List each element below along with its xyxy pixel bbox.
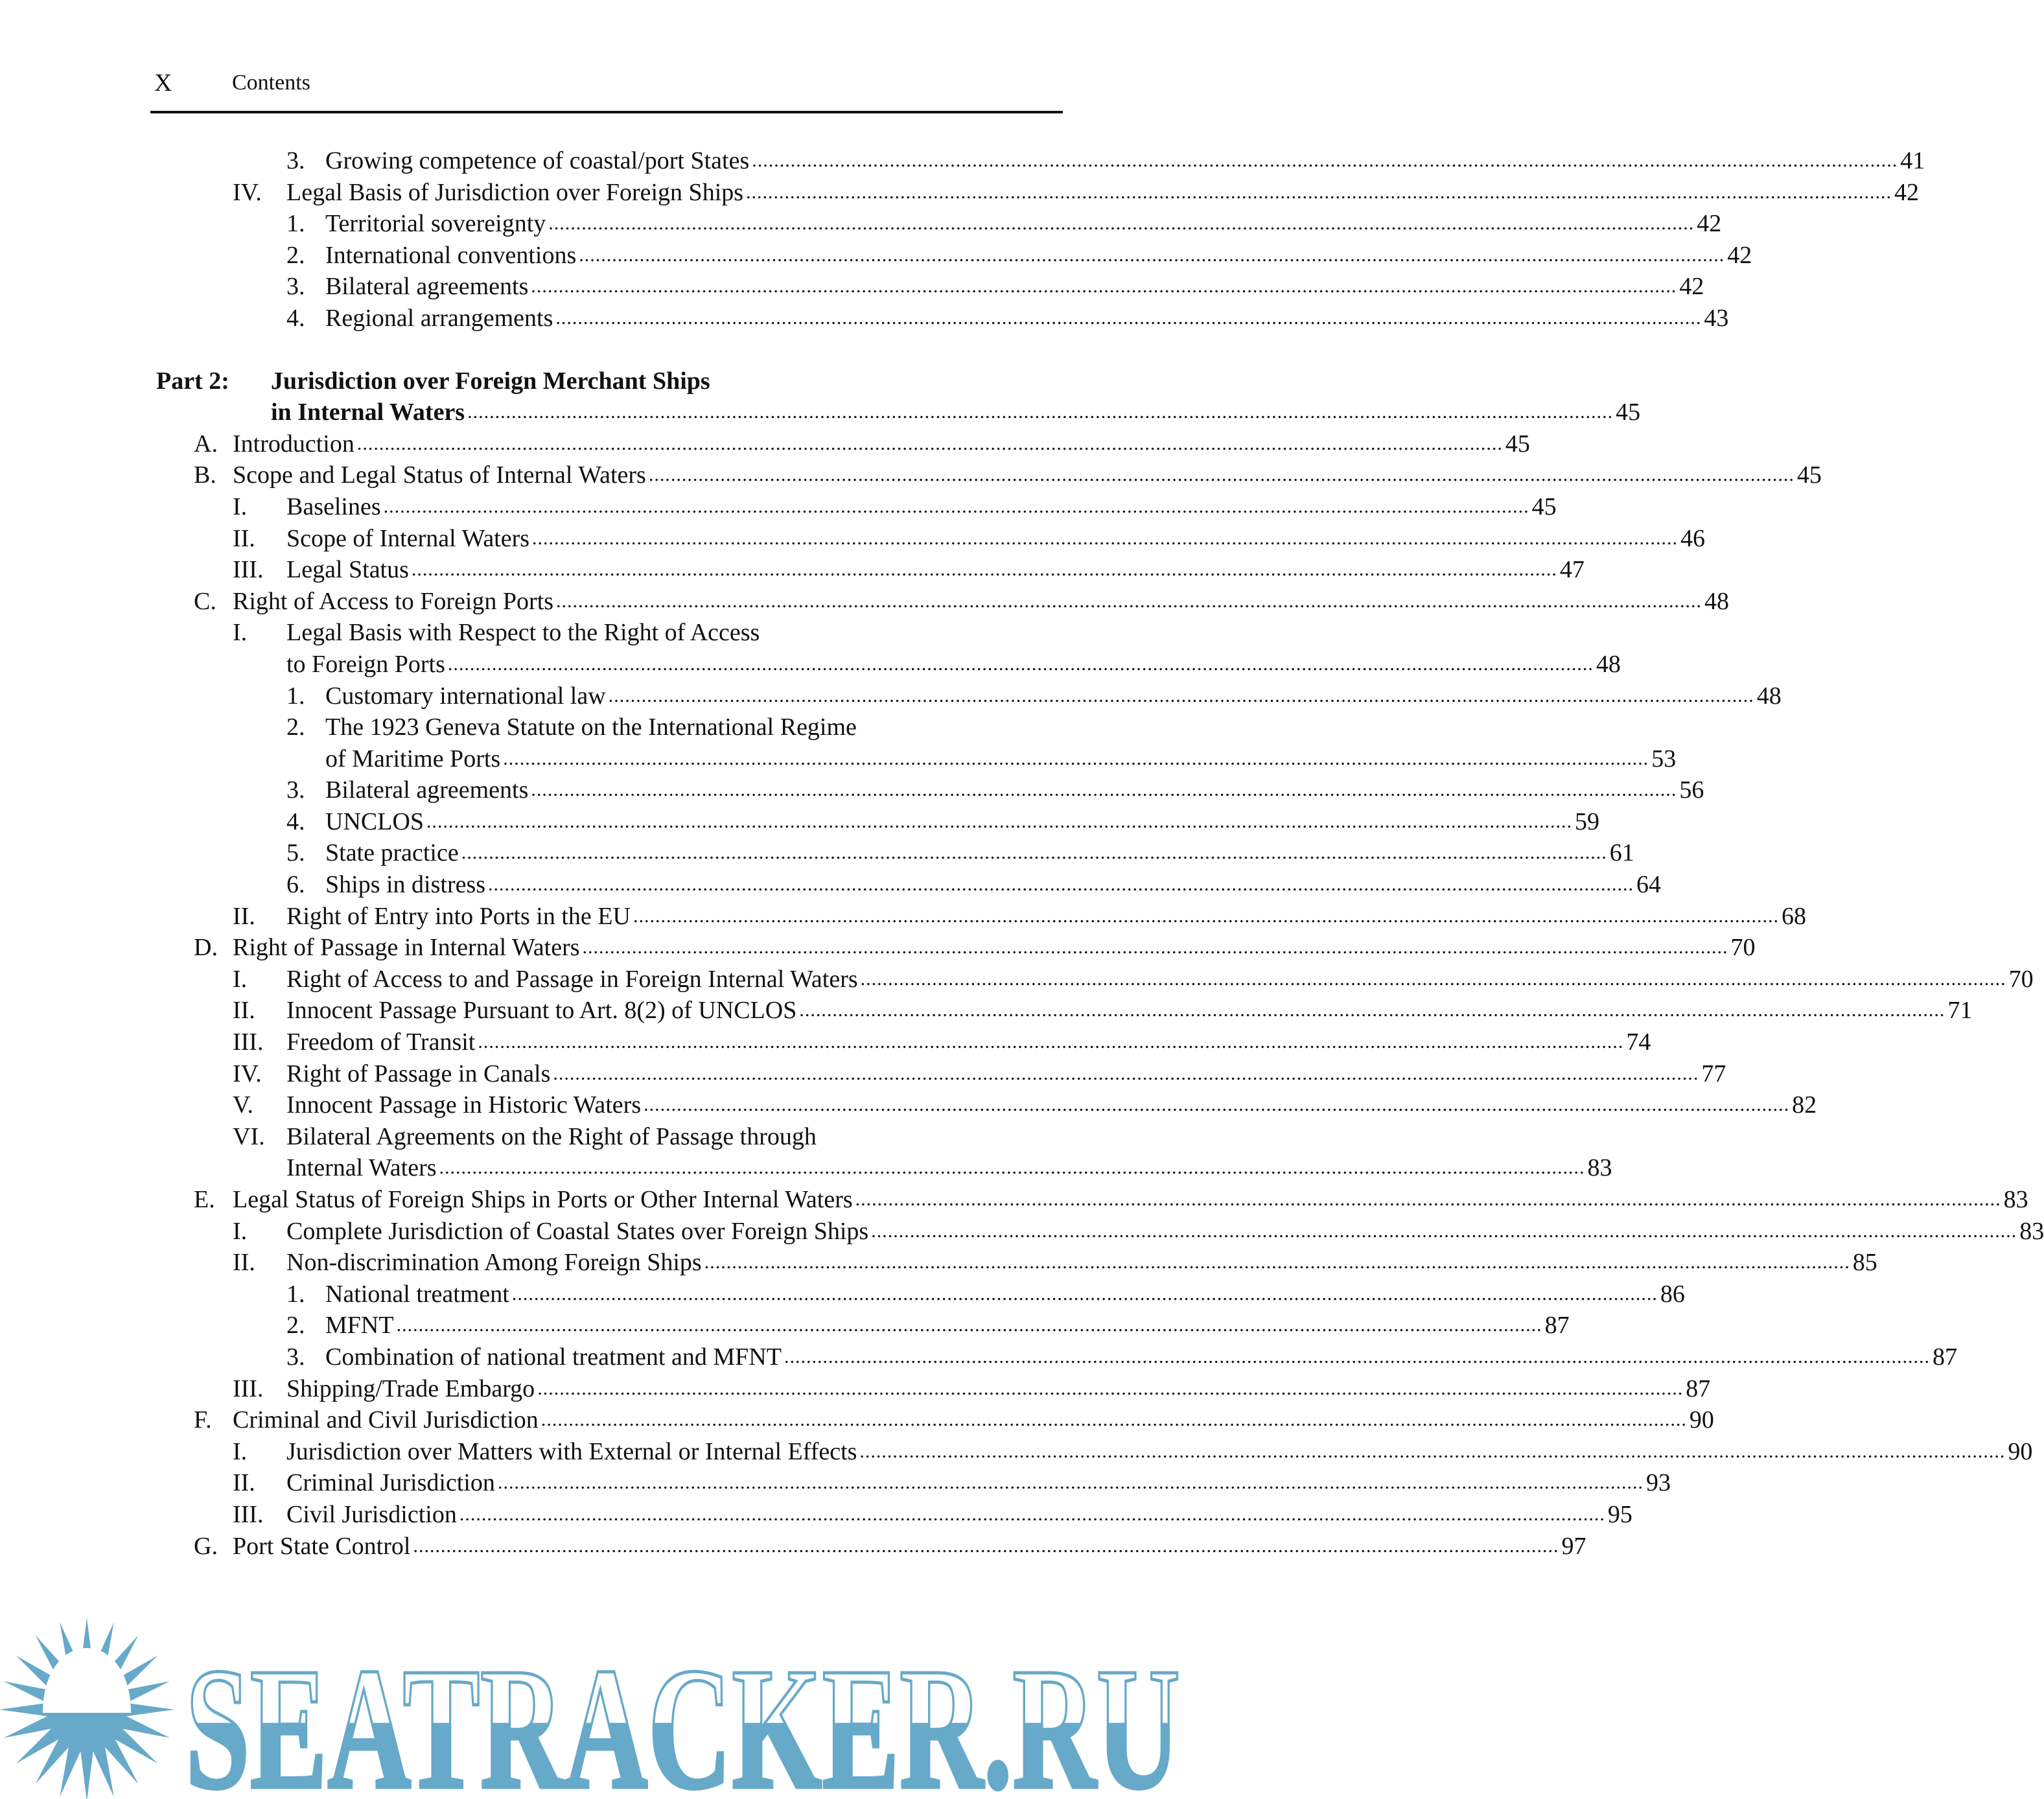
entry-line bbox=[325, 1341, 1957, 1373]
entry-line bbox=[286, 617, 760, 649]
dot-leader bbox=[410, 1531, 1561, 1562]
part-heading-line[interactable] bbox=[0, 397, 1641, 428]
toc-part-heading bbox=[0, 366, 1641, 428]
entry-title: Introduction bbox=[233, 430, 354, 458]
toc-entry[interactable] bbox=[0, 964, 2034, 995]
entry-line bbox=[286, 1216, 2044, 1248]
toc-entry[interactable] bbox=[0, 901, 1806, 933]
toc-entry[interactable] bbox=[0, 554, 1585, 586]
entry-title: Legal Status of Foreign Ships in Ports or Other Internal Waters bbox=[233, 1186, 853, 1213]
page-ref: 42 bbox=[1697, 210, 1722, 238]
toc-entry[interactable] bbox=[0, 428, 1530, 460]
entry-title: Right of Access to Foreign Ports bbox=[233, 587, 554, 615]
page-ref: 83 bbox=[2019, 1217, 2044, 1245]
page-ref: 47 bbox=[1559, 556, 1585, 584]
toc-entry[interactable] bbox=[0, 995, 1973, 1027]
entry-number: 5. bbox=[286, 839, 305, 867]
page-ref: 48 bbox=[1596, 650, 1621, 678]
toc-entry[interactable] bbox=[0, 649, 1621, 680]
entry-number: 2. bbox=[286, 1312, 305, 1340]
page-ref: 70 bbox=[2008, 965, 2034, 993]
entry-line bbox=[325, 680, 1782, 712]
watermark-text: SEATRACKER.RU bbox=[185, 1632, 1180, 1799]
dot-leader bbox=[528, 774, 1679, 806]
entry-number: E. bbox=[194, 1186, 215, 1213]
page-ref: 42 bbox=[1679, 273, 1704, 301]
dot-leader bbox=[702, 1247, 1853, 1279]
dot-leader bbox=[743, 177, 1894, 209]
section-gap bbox=[0, 334, 1187, 366]
dot-leader bbox=[782, 1341, 1933, 1373]
entry-number: V. bbox=[233, 1091, 254, 1119]
toc-entry[interactable] bbox=[0, 1341, 1957, 1373]
dot-leader bbox=[546, 208, 1697, 240]
dot-leader bbox=[437, 1152, 1588, 1184]
page-ref: 87 bbox=[1544, 1312, 1570, 1340]
toc-entry[interactable] bbox=[0, 177, 1920, 209]
watermark-logo bbox=[0, 1632, 1187, 1799]
running-header-title: Contents bbox=[232, 71, 310, 95]
entry-number: I. bbox=[233, 965, 248, 993]
page-ref: 71 bbox=[1947, 997, 1973, 1025]
entry-title: Criminal Jurisdiction bbox=[286, 1469, 495, 1497]
toc-entry[interactable] bbox=[0, 1373, 1711, 1405]
header-rule bbox=[150, 111, 1063, 113]
entry-title: Civil Jurisdiction bbox=[286, 1500, 457, 1528]
entry-number: I. bbox=[233, 493, 248, 520]
page-ref: 53 bbox=[1651, 745, 1677, 772]
toc-entry[interactable] bbox=[0, 1089, 1817, 1121]
entry-number: D. bbox=[194, 934, 218, 962]
page-ref: 85 bbox=[1852, 1249, 1877, 1277]
toc-entry[interactable] bbox=[0, 712, 1187, 743]
dot-leader bbox=[550, 1058, 1701, 1090]
entry-line bbox=[325, 303, 1729, 334]
entry-title: Regional arrangements bbox=[325, 304, 553, 332]
toc-entry[interactable] bbox=[0, 1184, 2028, 1216]
page-ref: 61 bbox=[1609, 839, 1634, 867]
page-ref: 68 bbox=[1781, 902, 1806, 930]
entry-number: 2. bbox=[286, 714, 305, 741]
entry-number: IV. bbox=[233, 178, 262, 206]
page-ref: 64 bbox=[1636, 871, 1662, 899]
entry-number: VI. bbox=[233, 1122, 265, 1150]
toc-entry[interactable] bbox=[0, 1499, 1632, 1531]
dot-leader bbox=[641, 1089, 1792, 1121]
toc-entry[interactable] bbox=[0, 806, 1600, 838]
page-ref: 45 bbox=[1616, 399, 1641, 426]
dot-leader bbox=[509, 1279, 1660, 1310]
dot-leader bbox=[631, 901, 1782, 933]
entry-title: Complete Jurisdiction of Coastal States over Foreign Ships bbox=[286, 1217, 869, 1245]
entry-title: Right of Passage in Internal Waters bbox=[233, 934, 580, 962]
entry-title: of Maritime Ports bbox=[325, 745, 501, 772]
dot-leader bbox=[528, 271, 1679, 303]
entry-title: Ships in distress bbox=[325, 871, 486, 899]
entry-line bbox=[325, 774, 1704, 806]
entry-number: I. bbox=[233, 1217, 248, 1245]
page-ref: 41 bbox=[1900, 147, 1925, 174]
toc-entry[interactable] bbox=[0, 240, 1752, 272]
entry-number: II. bbox=[233, 902, 255, 930]
dot-leader bbox=[409, 554, 1560, 586]
dot-leader bbox=[485, 869, 1636, 901]
page-ref: 48 bbox=[1756, 682, 1782, 710]
dot-leader bbox=[424, 806, 1575, 838]
page-ref: 83 bbox=[2003, 1186, 2028, 1213]
entry-line bbox=[286, 901, 1806, 933]
entry-line bbox=[325, 806, 1600, 838]
table-of-contents bbox=[0, 145, 2044, 1562]
toc-entry[interactable] bbox=[0, 459, 1822, 491]
dot-leader bbox=[495, 1467, 1646, 1499]
page-ref: 45 bbox=[1505, 430, 1530, 458]
entry-number: 3. bbox=[286, 147, 305, 174]
entry-title: Bilateral agreements bbox=[325, 273, 529, 301]
entry-number: 6. bbox=[286, 871, 305, 899]
entry-line bbox=[286, 1027, 1651, 1058]
entry-title: State practice bbox=[325, 839, 459, 867]
entry-line bbox=[286, 964, 2034, 995]
page-ref: 74 bbox=[1626, 1028, 1651, 1056]
entry-line bbox=[286, 1247, 1877, 1279]
entry-line bbox=[233, 1404, 1714, 1436]
entry-title: Internal Waters bbox=[286, 1154, 437, 1182]
entry-title: Shipping/Trade Embargo bbox=[286, 1375, 535, 1402]
part-heading-line[interactable] bbox=[0, 366, 1187, 397]
entry-number: 1. bbox=[286, 682, 305, 710]
entry-number: 4. bbox=[286, 304, 305, 332]
entry-line bbox=[286, 1058, 1726, 1090]
entry-line bbox=[325, 240, 1752, 272]
entry-line bbox=[325, 712, 857, 743]
entry-title: Scope of Internal Waters bbox=[286, 524, 530, 552]
part-label: Part 2: bbox=[156, 367, 229, 395]
dot-leader bbox=[858, 964, 2009, 995]
entry-title: Criminal and Civil Jurisdiction bbox=[233, 1406, 539, 1434]
entry-number: F. bbox=[194, 1406, 212, 1434]
sun-dome bbox=[43, 1648, 131, 1713]
page-ref: 83 bbox=[1587, 1154, 1612, 1182]
entry-line bbox=[286, 177, 1920, 209]
entry-title: Scope and Legal Status of Internal Waters bbox=[233, 461, 646, 489]
toc-entry[interactable] bbox=[0, 523, 1706, 555]
entry-title: Non-discrimination Among Foreign Ships bbox=[286, 1249, 702, 1277]
entry-number: I. bbox=[233, 1437, 248, 1465]
toc-entry[interactable] bbox=[0, 1310, 1570, 1341]
page-ref: 43 bbox=[1704, 304, 1729, 332]
entry-number: II. bbox=[233, 524, 255, 552]
toc-entry[interactable] bbox=[0, 1027, 1651, 1058]
sun-icon bbox=[0, 1618, 174, 1799]
toc-entry[interactable] bbox=[0, 303, 1729, 334]
entry-number: 4. bbox=[286, 807, 305, 835]
entry-number: I. bbox=[233, 619, 248, 647]
part-title-line bbox=[271, 397, 1641, 428]
dot-leader bbox=[576, 240, 1727, 272]
toc-entry[interactable] bbox=[0, 491, 1557, 523]
entry-title: Port State Control bbox=[233, 1532, 411, 1560]
entry-line bbox=[286, 649, 1621, 680]
page-ref: 56 bbox=[1679, 776, 1704, 804]
page-ref: 87 bbox=[1686, 1375, 1711, 1402]
entry-title: International conventions bbox=[325, 241, 577, 269]
dot-leader bbox=[553, 303, 1704, 334]
toc-entry[interactable] bbox=[0, 774, 1704, 806]
entry-line bbox=[325, 743, 1677, 775]
dot-leader bbox=[394, 1310, 1545, 1341]
entry-line bbox=[233, 1531, 1586, 1562]
dot-leader bbox=[529, 523, 1680, 555]
entry-title: Growing competence of coastal/port States bbox=[325, 147, 750, 174]
toc-entry[interactable] bbox=[0, 208, 1722, 240]
page-ref: 82 bbox=[1792, 1091, 1817, 1119]
entry-number: III. bbox=[233, 556, 264, 584]
entry-line bbox=[325, 271, 1704, 303]
entry-title: The 1923 Geneva Statute on the International Regime bbox=[325, 714, 857, 741]
dot-leader bbox=[796, 995, 1947, 1027]
toc-part-2-entries bbox=[0, 428, 2044, 1562]
entry-title: Legal Status bbox=[286, 556, 409, 584]
entry-line bbox=[286, 523, 1706, 555]
entry-line bbox=[286, 554, 1585, 586]
entry-line bbox=[286, 1467, 1671, 1499]
entry-title: Bilateral Agreements on the Right of Passage through bbox=[286, 1122, 817, 1150]
entry-title: Territorial sovereignty bbox=[325, 210, 546, 238]
entry-line bbox=[325, 1279, 1685, 1310]
toc-section-continued bbox=[0, 145, 1925, 334]
entry-title: Freedom of Transit bbox=[286, 1028, 476, 1056]
entry-line bbox=[286, 1152, 1612, 1184]
toc-entry[interactable] bbox=[0, 1247, 1877, 1279]
entry-line bbox=[233, 932, 1756, 964]
dot-leader bbox=[475, 1027, 1626, 1058]
entry-line bbox=[233, 1184, 2028, 1216]
part-title: in Internal Waters bbox=[271, 399, 465, 426]
entry-number: II. bbox=[233, 1469, 255, 1497]
dot-leader bbox=[749, 145, 1900, 177]
entry-title: Customary international law bbox=[325, 682, 606, 710]
dot-leader bbox=[354, 428, 1505, 460]
entry-number: 3. bbox=[286, 776, 305, 804]
entry-number: 2. bbox=[286, 241, 305, 269]
toc-entry[interactable] bbox=[0, 869, 1662, 901]
entry-title: Baselines bbox=[286, 493, 381, 520]
entry-title: MFNT bbox=[325, 1312, 394, 1340]
dot-leader bbox=[500, 743, 1651, 775]
toc-entry[interactable] bbox=[0, 1404, 1714, 1436]
entry-line bbox=[286, 491, 1557, 523]
dot-leader bbox=[381, 491, 1532, 523]
dot-leader bbox=[459, 837, 1610, 869]
page-ref: 90 bbox=[2008, 1437, 2033, 1465]
entry-line bbox=[286, 1373, 1711, 1405]
page-ref: 95 bbox=[1607, 1500, 1632, 1528]
entry-title: Innocent Passage in Historic Waters bbox=[286, 1091, 642, 1119]
entry-number: 3. bbox=[286, 1343, 305, 1371]
dot-leader bbox=[445, 649, 1596, 680]
entry-line bbox=[233, 586, 1730, 618]
page-number: X bbox=[154, 69, 172, 97]
entry-number: IV. bbox=[233, 1060, 262, 1087]
toc-entry[interactable] bbox=[0, 743, 1677, 775]
entry-line bbox=[233, 459, 1822, 491]
page-ref: 97 bbox=[1561, 1532, 1586, 1560]
entry-title: Legal Basis with Respect to the Right of Access bbox=[286, 619, 760, 647]
page-ref: 45 bbox=[1531, 493, 1557, 520]
entry-number: 1. bbox=[286, 1280, 305, 1308]
entry-line bbox=[286, 1121, 817, 1153]
page-ref: 42 bbox=[1727, 241, 1752, 269]
page-ref: 90 bbox=[1689, 1406, 1714, 1434]
entry-line bbox=[325, 208, 1722, 240]
dot-leader bbox=[646, 459, 1797, 491]
dot-leader bbox=[580, 932, 1731, 964]
entry-number: III. bbox=[233, 1028, 264, 1056]
page-ref: 86 bbox=[1660, 1280, 1685, 1308]
entry-line bbox=[286, 1436, 2033, 1468]
entry-title: to Foreign Ports bbox=[286, 650, 445, 678]
dot-leader bbox=[553, 586, 1704, 618]
page-ref: 59 bbox=[1575, 807, 1600, 835]
dot-leader bbox=[535, 1373, 1686, 1405]
dot-leader bbox=[465, 397, 1616, 428]
entry-number: II. bbox=[233, 997, 255, 1025]
entry-line bbox=[233, 428, 1530, 460]
toc-entry[interactable] bbox=[0, 1058, 1726, 1090]
toc-entry[interactable] bbox=[0, 1467, 1671, 1499]
part-title-line bbox=[271, 366, 710, 397]
dot-leader bbox=[606, 680, 1757, 712]
page-ref: 48 bbox=[1704, 587, 1730, 615]
entry-number: 3. bbox=[286, 273, 305, 301]
entry-title: Legal Basis of Jurisdiction over Foreign Ships bbox=[286, 178, 744, 206]
toc-entry[interactable] bbox=[0, 1436, 2033, 1468]
entry-number: A. bbox=[194, 430, 218, 458]
entry-title: Right of Access to and Passage in Foreign Internal Waters bbox=[286, 965, 858, 993]
entry-line bbox=[325, 869, 1662, 901]
entry-number: III. bbox=[233, 1500, 264, 1528]
entry-number: III. bbox=[233, 1375, 264, 1402]
toc-entry[interactable] bbox=[0, 932, 1756, 964]
toc-entry[interactable] bbox=[0, 837, 1634, 869]
toc-entry[interactable] bbox=[0, 1152, 1612, 1184]
entry-number: 1. bbox=[286, 210, 305, 238]
dot-leader bbox=[857, 1436, 2008, 1468]
page-ref: 42 bbox=[1894, 178, 1920, 206]
toc-entry[interactable] bbox=[0, 1531, 1586, 1562]
page-ref: 70 bbox=[1730, 934, 1756, 962]
entry-line bbox=[325, 1310, 1570, 1341]
toc-entry[interactable] bbox=[0, 1279, 1685, 1310]
entry-title: Right of Entry into Ports in the EU bbox=[286, 902, 631, 930]
entry-title: Combination of national treatment and MFNT bbox=[325, 1343, 782, 1371]
toc-entry[interactable] bbox=[0, 617, 1187, 649]
entry-title: Bilateral agreements bbox=[325, 776, 529, 804]
page-ref: 87 bbox=[1932, 1343, 1957, 1371]
dot-leader bbox=[868, 1216, 2019, 1248]
entry-line bbox=[286, 1499, 1632, 1531]
entry-number: C. bbox=[194, 587, 216, 615]
entry-line bbox=[286, 995, 1973, 1027]
page-ref: 46 bbox=[1680, 524, 1706, 552]
toc-entry[interactable] bbox=[0, 1121, 1187, 1153]
entry-number: G. bbox=[194, 1532, 218, 1560]
dot-leader bbox=[457, 1499, 1608, 1531]
toc-entry[interactable] bbox=[0, 145, 1925, 177]
page-ref: 93 bbox=[1645, 1469, 1671, 1497]
page-ref: 45 bbox=[1796, 461, 1822, 489]
toc-entry[interactable] bbox=[0, 680, 1782, 712]
entry-line bbox=[286, 1089, 1817, 1121]
entry-number: II. bbox=[233, 1249, 255, 1277]
entry-title: Right of Passage in Canals bbox=[286, 1060, 551, 1087]
dot-leader bbox=[853, 1184, 2004, 1216]
entry-line bbox=[325, 837, 1634, 869]
toc-entry[interactable] bbox=[0, 1216, 2044, 1248]
part-title: Jurisdiction over Foreign Merchant Ships bbox=[271, 367, 710, 395]
page-ref: 77 bbox=[1701, 1060, 1726, 1087]
entry-line bbox=[325, 145, 1925, 177]
dot-leader bbox=[539, 1404, 1690, 1436]
entry-number: B. bbox=[194, 461, 216, 489]
entry-title: Innocent Passage Pursuant to Art. 8(2) of UNCLOS bbox=[286, 997, 797, 1025]
entry-title: Jurisdiction over Matters with External or Internal Effects bbox=[286, 1437, 857, 1465]
toc-entry[interactable] bbox=[0, 586, 1730, 618]
entry-title: National treatment bbox=[325, 1280, 509, 1308]
entry-title: UNCLOS bbox=[325, 807, 424, 835]
toc-entry[interactable] bbox=[0, 271, 1704, 303]
